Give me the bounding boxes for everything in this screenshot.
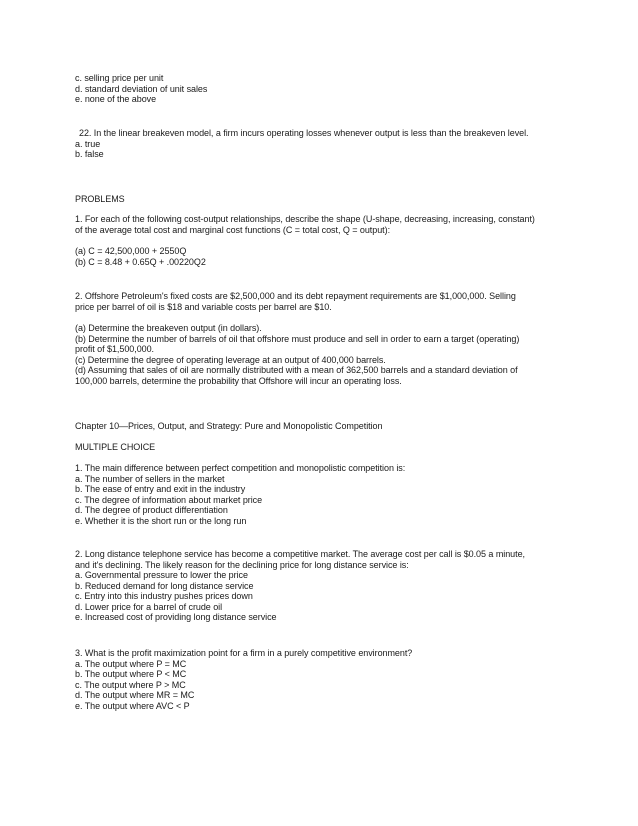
mc3-option-e: e. The output where AVC < P <box>75 700 190 711</box>
problem-1-parts <box>75 246 555 267</box>
problem-2-part-d-cont: 100,000 barrels, determine the probability that Offshore will incur an operating loss. <box>75 375 402 386</box>
problem-1 <box>75 214 555 235</box>
mc2-option-d: d. Lower price for a barrel of crude oil <box>75 601 223 612</box>
problem-2-part-b-cont: profit of $1,500,000. <box>75 344 155 354</box>
problem-2 <box>75 291 555 312</box>
chapter-title-text: Chapter 10—Prices, Output, and Strategy: Pure and Monopolistic Competition <box>75 421 383 431</box>
q21-options <box>75 73 555 105</box>
problem-2-line-1: 2. Offshore Petroleum's fixed costs are $2,500,000 and its debt repayment requirements are $1,000,000. Selling <box>75 291 516 301</box>
q22-option-b: b. false <box>75 149 104 159</box>
mc1-text: 1. The main difference between perfect competition and monopolistic competition is: <box>75 463 406 473</box>
chapter-title <box>75 421 555 432</box>
mc1-option-a: a. The number of sellers in the market <box>75 473 225 484</box>
question-22 <box>75 128 555 160</box>
q22-option-a: a. true <box>75 138 101 149</box>
mc2-option-c: c. Entry into this industry pushes prices down <box>75 591 253 601</box>
mc3-option-c: c. The output where P > MC <box>75 679 186 690</box>
problem-2-part-a: (a) Determine the breakeven output (in dollars). <box>75 323 262 333</box>
q21-option-c: c. selling price per unit <box>75 73 164 83</box>
problem-2-part-d: (d) Assuming that sales of oil are normally distributed with a mean of 362,500 barrels and a standard deviation of <box>75 365 518 375</box>
problem-2-parts <box>75 323 555 386</box>
mc1-option-b: b. The ease of entry and exit in the industry <box>75 484 246 494</box>
mc2-option-a: a. Governmental pressure to lower the price <box>75 570 248 580</box>
mc1-option-c: c. The degree of information about market price <box>75 494 263 505</box>
q22-text: 22. In the linear breakeven model, a firm incurs operating losses whenever output is less than the breakeven level. <box>79 128 529 138</box>
problem-1-part-b: (b) C = 8.48 + 0.65Q + .00220Q2 <box>75 256 206 267</box>
mc3-text: 3. What is the profit maximization point for a firm in a purely competitive environment? <box>75 648 413 658</box>
mc2-option-e: e. Increased cost of providing long distance service <box>75 612 277 622</box>
mc-question-1 <box>75 463 555 526</box>
problem-2-part-c: (c) Determine the degree of operating leverage at an output of 400,000 barrels. <box>75 354 386 365</box>
mc3-option-d: d. The output where MR = MC <box>75 690 195 700</box>
mc-heading-text: MULTIPLE CHOICE <box>75 442 156 452</box>
mc1-option-d: d. The degree of product differentiation <box>75 505 228 515</box>
mc2-line-2: and it's declining. The likely reason for the declining price for long distance service is: <box>75 559 409 570</box>
mc-question-3 <box>75 648 555 711</box>
mc2-line-1: 2. Long distance telephone service has become a competitive market. The average cost per call is $0.05 a minute, <box>75 549 525 559</box>
mc-heading <box>75 442 555 453</box>
problems-heading-text: PROBLEMS <box>75 194 125 204</box>
mc-question-2 <box>75 549 555 623</box>
problem-2-line-2: price per barrel of oil is $18 and variable costs per barrel are $10. <box>75 301 332 312</box>
mc3-option-b: b. The output where P < MC <box>75 669 187 679</box>
mc1-option-e: e. Whether it is the short run or the long run <box>75 515 247 526</box>
q21-option-d: d. standard deviation of unit sales <box>75 83 208 94</box>
problem-1-line-2: of the average total cost and marginal cost functions (C = total cost, Q = output): <box>75 224 391 235</box>
problem-1-part-a: (a) C = 42,500,000 + 2550Q <box>75 246 187 256</box>
problem-1-line-1: 1. For each of the following cost-output relationships, describe the shape (U-shape, decreasing, increasing, constant) <box>75 214 535 224</box>
mc2-option-b: b. Reduced demand for long distance service <box>75 580 254 591</box>
q21-option-e: e. none of the above <box>75 94 157 104</box>
problem-2-part-b: (b) Determine the number of barrels of oil that offshore must produce and sell in order to earn a target (operating) <box>75 333 520 344</box>
problems-heading <box>75 194 555 205</box>
mc3-option-a: a. The output where P = MC <box>75 658 187 669</box>
